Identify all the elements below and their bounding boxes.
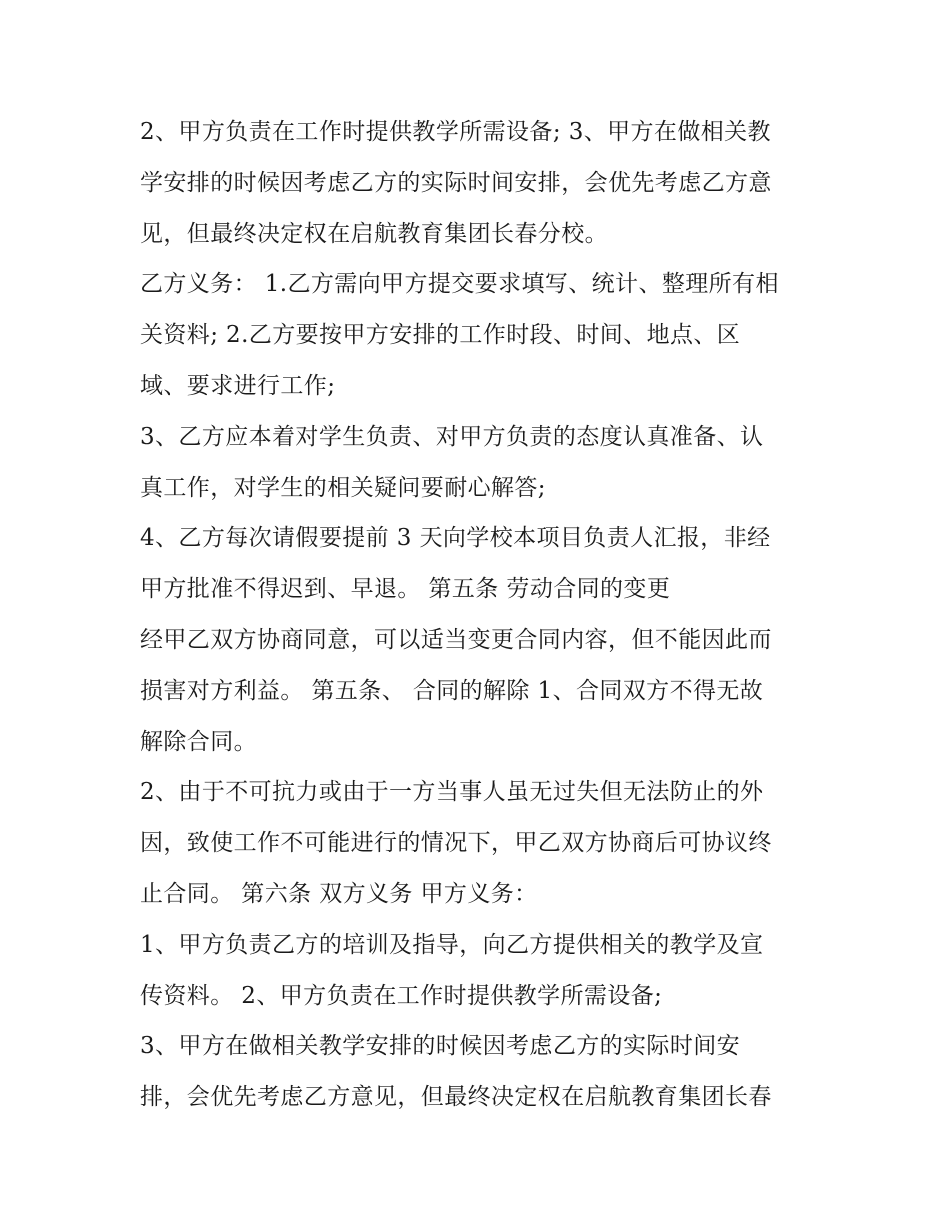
text-line: 2、由于不可抗力或由于一方当事人虽无过失但无法防止的外: [140, 779, 764, 806]
text-line: 见，但最终决定权在启航教育集团长春分校。: [140, 220, 608, 247]
text-line: 解除合同。: [140, 728, 257, 755]
text-line: 3、甲方在做相关教学安排的时候因考虑乙方的实际时间安: [140, 1033, 741, 1060]
text-line: 甲方批准不得迟到、早退。 第五条 劳动合同的变更: [140, 576, 671, 603]
text-line: 3、乙方应本着对学生负责、对甲方负责的态度认真准备、认: [140, 423, 764, 450]
text-line: 2、甲方负责在工作时提供教学所需设备; 3、甲方在做相关教: [140, 119, 771, 145]
text-line: 排，会优先考虑乙方意见，但最终决定权在启航教育集团长春: [140, 1084, 772, 1111]
document-body: [140, 107, 820, 1123]
text-line: 止合同。 第六条 双方义务 甲方义务：: [140, 880, 538, 907]
text-line: 关资料; 2.乙方要按甲方安排的工作时段、时间、地点、区: [140, 322, 741, 349]
text-line: 传资料。 2、甲方负责在工作时提供教学所需设备;: [140, 982, 663, 1009]
text-line: 真工作，对学生的相关疑问要耐心解答;: [140, 474, 546, 501]
text-line: 因，致使工作不可能进行的情况下，甲乙双方协商后可协议终: [140, 830, 772, 857]
text-line: 1、甲方负责乙方的培训及指导，向乙方提供相关的教学及宣: [140, 931, 764, 958]
text-line: 乙方义务： 1.乙方需向甲方提交要求填写、统计、整理所有相: [140, 271, 779, 298]
text-line: 域、要求进行工作;: [140, 372, 336, 399]
text-line: 4、乙方每次请假要提前 3 天向学校本项目负责人汇报，非经: [140, 525, 771, 552]
text-line: 损害对方利益。 第五条、 合同的解除 1、合同双方不得无故: [140, 677, 764, 704]
text-line: 学安排的时候因考虑乙方的实际时间安排，会优先考虑乙方意: [140, 169, 772, 196]
text-line: 经甲乙双方协商同意，可以适当变更合同内容，但不能因此而: [140, 626, 772, 653]
